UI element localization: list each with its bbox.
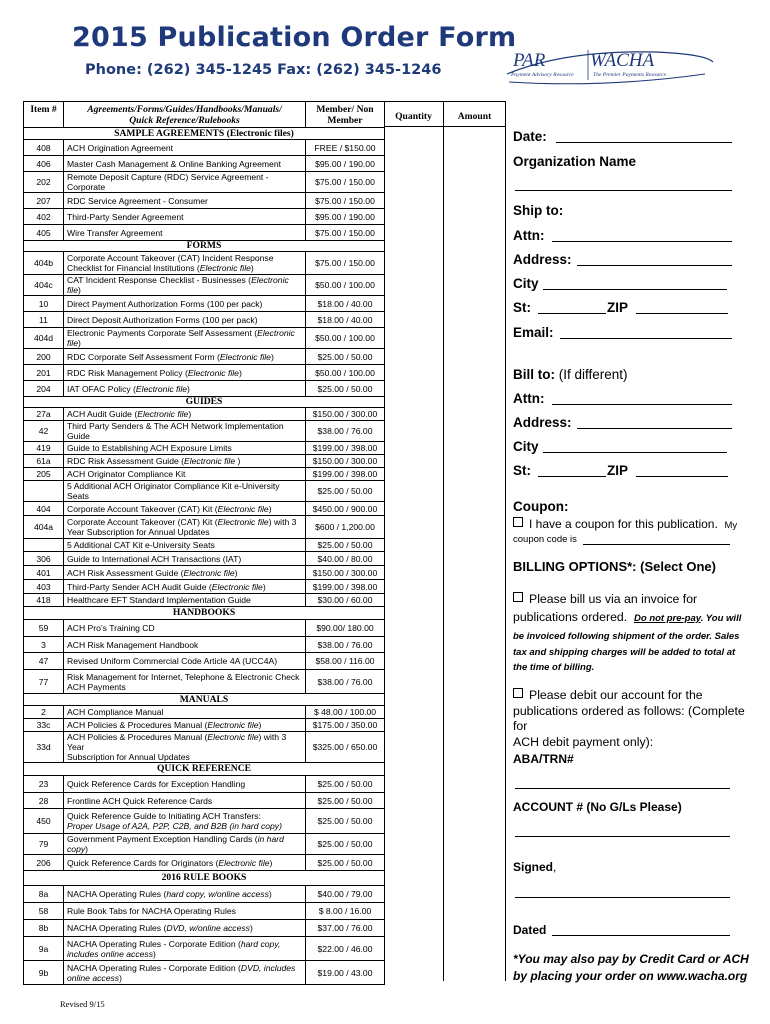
bill-address-label: Address: (513, 415, 572, 430)
table-row: 5 Additional CAT Kit e-University Seats $25.00 / 50.00 (24, 539, 385, 552)
bill-to-heading: Bill to: (If different) (513, 367, 628, 382)
payment-note: *You may also pay by Credit Card or ACH by placing your order on www.wacha.org (513, 952, 749, 983)
table-row: 206 Quick Reference Cards for Originators (Electronic file) $25.00 / 50.00 (24, 855, 385, 871)
section-rule-books: 2016 RULE BOOKS (24, 871, 385, 886)
date-field[interactable] (556, 142, 732, 143)
section-sample-agreements: SAMPLE AGREEMENTS (Electronic files) (24, 128, 385, 140)
table-row: 33d ACH Policies & Procedures Manual (Electronic file) with 3 Year Subscription for Annual Updates $325.00 / 650.00 (24, 732, 385, 763)
page-title: 2015 Publication Order Form (72, 22, 517, 53)
bill-st-field[interactable] (538, 476, 606, 477)
section-quick-reference: QUICK REFERENCE (24, 763, 385, 776)
table-row: 42 Third Party Senders & The ACH Network Implementation Guide $38.00 / 76.00 (24, 421, 385, 442)
phone-fax: Phone: (262) 345-1245 Fax: (262) 345-1246 (85, 62, 442, 78)
par-tagline: Payment Advisory Resource (511, 72, 574, 78)
table-row: 404c CAT Incident Response Checklist - Businesses (Electronic file) $50.00 / 100.00 (24, 275, 385, 296)
dated-label: Dated (513, 923, 547, 937)
bill-zip-field[interactable] (636, 476, 728, 477)
table-row: 403 Third-Party Sender ACH Audit Guide (Electronic file) $199.00 / 398.00 (24, 580, 385, 594)
table-row: 207 RDC Service Agreement - Consumer $75.00 / 150.00 (24, 193, 385, 209)
ship-address-field[interactable] (577, 265, 732, 266)
date-label: Date: (513, 129, 547, 144)
aba-field[interactable] (515, 788, 730, 789)
table-row: 10 Direct Payment Authorization Forms (100 per pack) $18.00 / 40.00 (24, 296, 385, 312)
table-row: 77 Risk Management for Internet, Telephone & Electronic Check ACH Payments $38.00 / 76.00 (24, 670, 385, 694)
table-row: 406 Master Cash Management & Online Banking Agreement $95.00 / 190.00 (24, 156, 385, 172)
bill-city-label: City (513, 439, 539, 454)
table-row: 9b NACHA Operating Rules - Corporate Edition (DVD, includes online access) $19.00 / 43.00 (24, 961, 385, 985)
account-label: ACCOUNT # (No G/Ls Please) (513, 800, 682, 814)
bill-city-field[interactable] (543, 452, 727, 453)
debit-checkbox[interactable] (513, 688, 523, 698)
table-row: 47 Revised Uniform Commercial Code Article 4A (UCC4A) $58.00 / 116.00 (24, 653, 385, 670)
invoice-checkbox[interactable] (513, 592, 523, 602)
bill-st-label: St: (513, 463, 531, 478)
table-row: 418 Healthcare EFT Standard Implementation Guide $30.00 / 60.00 (24, 594, 385, 607)
col-desc-header: Agreements/Forms/Guides/Handbooks/Manuals/ Quick Reference/Rulebooks (64, 102, 306, 128)
par-wacha-logo (505, 44, 715, 88)
ship-attn-field[interactable] (552, 241, 732, 242)
table-row: 9a NACHA Operating Rules - Corporate Edition (hard copy, includes online access) $22.00 / 46.00 (24, 937, 385, 961)
table-row: 59 ACH Pro’s Training CD $90.00/ 180.00 (24, 620, 385, 637)
section-handbooks: HANDBOOKS (24, 607, 385, 620)
coupon-heading: Coupon: (513, 499, 569, 514)
table-row: 11 Direct Deposit Authorization Forms (100 per pack) $18.00 / 40.00 (24, 312, 385, 328)
wacha-wordmark: WACHA (590, 50, 655, 71)
table-row: 200 RDC Corporate Self Assessment Form (Electronic file) $25.00 / 50.00 (24, 349, 385, 365)
email-label: Email: (513, 325, 554, 340)
table-row: 404 Corporate Account Takeover (CAT) Kit (Electronic file) $450.00 / 900.00 (24, 502, 385, 516)
coupon-checkbox[interactable] (513, 517, 523, 527)
table-row: 61a RDC Risk Assessment Guide (Electronic file ) $150.00 / 300.00 (24, 455, 385, 468)
table-row: 306 Guide to International ACH Transactions (IAT) $40.00 / 80.00 (24, 552, 385, 566)
amount-column (444, 127, 506, 981)
section-guides: GUIDES (24, 397, 385, 408)
bill-zip-label: ZIP (607, 463, 629, 478)
ship-city-field[interactable] (543, 289, 727, 290)
ship-zip-label: ZIP (607, 300, 629, 315)
table-row: 408 ACH Origination Agreement FREE / $150.00 (24, 140, 385, 156)
billing-options-heading: BILLING OPTIONS*: (Select One) (513, 559, 716, 574)
col-item-header: Item # (24, 102, 64, 128)
table-row: 205 ACH Originator Compliance Kit $199.00 / 398.00 (24, 468, 385, 481)
table-row: 2 ACH Compliance Manual $ 48.00 / 100.00 (24, 706, 385, 719)
table-row: 3 ACH Risk Management Handbook $38.00 / 76.00 (24, 637, 385, 653)
bill-attn-field[interactable] (552, 404, 732, 405)
table-row: 28 Frontline ACH Quick Reference Cards $25.00 / 50.00 (24, 793, 385, 809)
publication-table (23, 101, 385, 985)
coupon-code-label: coupon code is (513, 534, 577, 545)
org-name-field[interactable] (515, 190, 732, 191)
bill-address-field[interactable] (577, 428, 732, 429)
invoice-text-line: publications ordered. Do not pre-pay. You will (513, 610, 742, 624)
ship-attn-label: Attn: (513, 228, 545, 243)
signed-label: Signed, (513, 860, 557, 874)
invoice-note: be invoiced following shipment of the order. Sales tax and shipping charges will be added to total at the time of billing. (513, 631, 740, 673)
ship-st-label: St: (513, 300, 531, 315)
coupon-option: I have a coupon for this publication. My (513, 517, 737, 531)
col-quantity-header: Quantity (384, 101, 444, 127)
table-row: 402 Third-Party Sender Agreement $95.00 / 190.00 (24, 209, 385, 225)
ship-to-label: Ship to: (513, 203, 564, 218)
table-row: 404b Corporate Account Takeover (CAT) Incident Response Checklist for Financial Institutions (Electronic file) $75.00 / 150.00 (24, 252, 385, 275)
table-row: 204 IAT OFAC Policy (Electronic file) $25.00 / 50.00 (24, 381, 385, 397)
signed-field[interactable] (515, 897, 730, 898)
dated-field[interactable] (552, 935, 730, 936)
ship-st-field[interactable] (538, 313, 606, 314)
table-row: 405 Wire Transfer Agreement $75.00 / 150.00 (24, 225, 385, 241)
wacha-tagline: The Premier Payments Resource (593, 72, 667, 78)
section-manuals: MANUALS (24, 694, 385, 706)
col-amount-header: Amount (444, 101, 506, 127)
table-row: 5 Additional ACH Originator Compliance Kit e-University Seats $25.00 / 50.00 (24, 481, 385, 502)
table-row: 401 ACH Risk Assessment Guide (Electronic file) $150.00 / 300.00 (24, 566, 385, 580)
quantity-column (384, 127, 444, 981)
table-row: 450 Quick Reference Guide to Initiating ACH Transfers: Proper Usage of A2A, P2P, C2B, and B2B (in hard copy) $25.00 / 50.00 (24, 809, 385, 834)
section-forms: FORMS (24, 241, 385, 252)
table-row: 33c ACH Policies & Procedures Manual (Electronic file) $175.00 / 350.00 (24, 719, 385, 732)
col-price-header: Member/ Non Member (306, 102, 385, 128)
ship-zip-field[interactable] (636, 313, 728, 314)
table-row: 8a NACHA Operating Rules (hard copy, w/online access) $40.00 / 79.00 (24, 886, 385, 903)
billing-option-debit: Please debit our account for the publications ordered as follows: (Complete for ACH debit payment only): (513, 688, 745, 749)
table-row: 202 Remote Deposit Capture (RDC) Service Agreement - Corporate $75.00 / 150.00 (24, 172, 385, 193)
account-field[interactable] (515, 836, 730, 837)
ship-address-label: Address: (513, 252, 572, 267)
aba-label: ABA/TRN# (513, 752, 574, 766)
par-wordmark: PAR (513, 50, 546, 71)
ship-city-label: City (513, 276, 539, 291)
revised-date: Revised 9/15 (60, 999, 105, 1009)
table-row: 8b NACHA Operating Rules (DVD, w/online access) $37.00 / 76.00 (24, 920, 385, 937)
coupon-code-field[interactable] (583, 544, 730, 545)
org-name-label: Organization Name (513, 154, 637, 169)
billing-option-invoice: Please bill us via an invoice for (513, 592, 697, 606)
table-row: 419 Guide to Establishing ACH Exposure Limits $199.00 / 398.00 (24, 442, 385, 455)
table-row: 201 RDC Risk Management Policy (Electronic file) $50.00 / 100.00 (24, 365, 385, 381)
table-row: 404d Electronic Payments Corporate Self Assessment (Electronic file) $50.00 / 100.00 (24, 328, 385, 349)
table-row: 404a Corporate Account Takeover (CAT) Kit (Electronic file) with 3 Year Subscription for Annual Updates $600 / 1,200.00 (24, 516, 385, 539)
table-row: 58 Rule Book Tabs for NACHA Operating Rules $ 8.00 / 16.00 (24, 903, 385, 920)
table-row: 79 Government Payment Exception Handling Cards (in hard copy) $25.00 / 50.00 (24, 834, 385, 855)
table-row: 23 Quick Reference Cards for Exception Handling $25.00 / 50.00 (24, 776, 385, 793)
bill-attn-label: Attn: (513, 391, 545, 406)
table-row: 27a ACH Audit Guide (Electronic file) $150.00 / 300.00 (24, 408, 385, 421)
email-field[interactable] (560, 338, 732, 339)
